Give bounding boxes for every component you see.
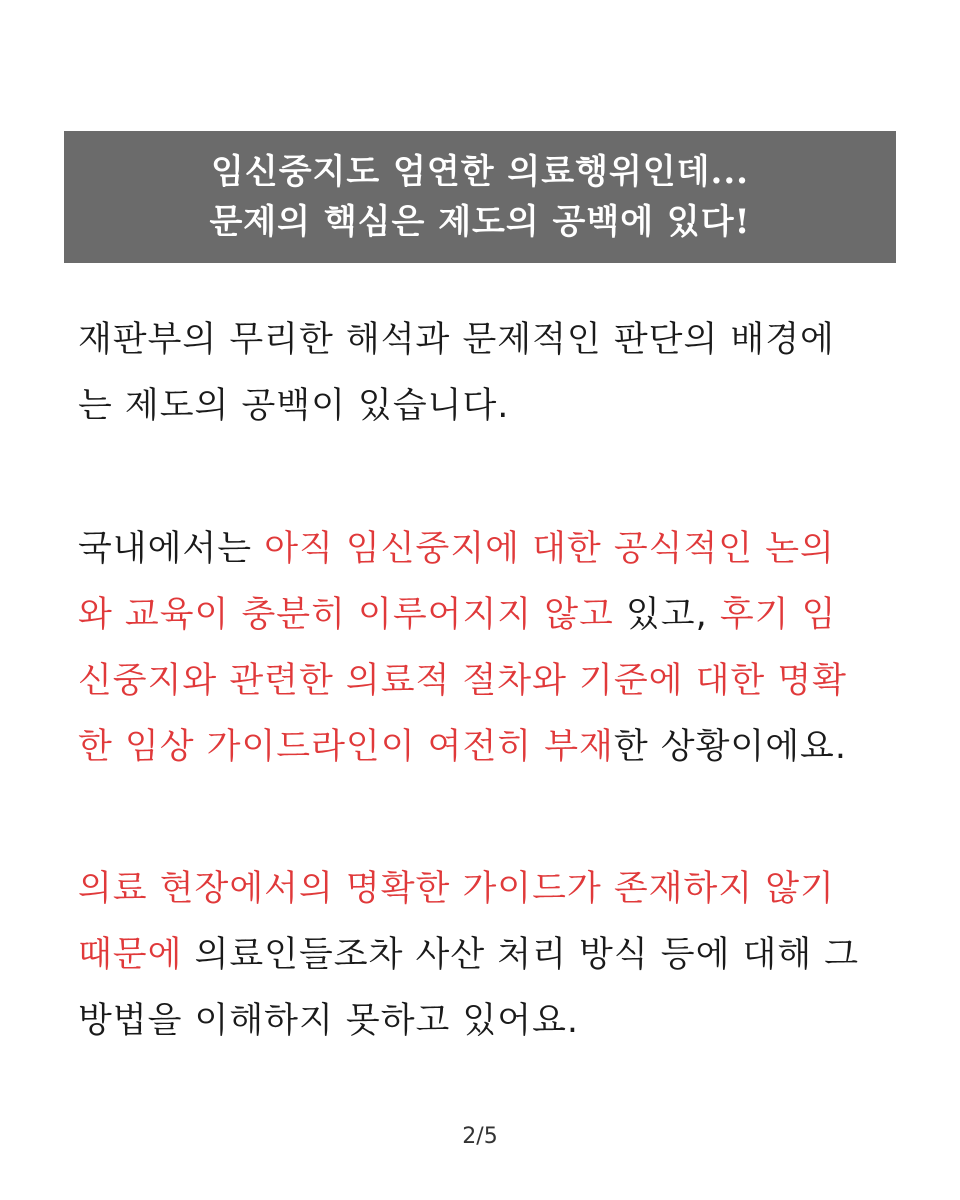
paragraph-3 [78, 856, 898, 1054]
title-line-2: 문제의 핵심은 제도의 공백에 있다! [209, 202, 751, 242]
highlighted-text: 후기 임 [719, 595, 837, 635]
paragraph-2-line-3: 신중지와 관련한 의료적 절차와 기준에 대한 명확 [78, 661, 847, 701]
paragraph-1-line-2: 는 제도의 공백이 있습니다. [78, 386, 510, 426]
plain-text: 있고, [613, 595, 720, 635]
paragraph-2-line-2 [78, 582, 898, 648]
page-indicator: 2/5 [462, 1124, 498, 1149]
paragraph-3-line-3: 방법을 이해하지 못하고 있어요. [78, 1001, 580, 1041]
title-line-1: 임신중지도 엄연한 의료행위인데... [211, 152, 749, 192]
paragraph-3-line-1: 의료 현장에서의 명확한 가이드가 존재하지 않기 [78, 869, 835, 909]
paragraph-1 [78, 307, 898, 439]
plain-text: 의료인들조차 사산 처리 방식 등에 대해 그 [182, 935, 860, 975]
highlighted-text: 한 임상 가이드라인이 여전히 부재 [78, 727, 614, 767]
paragraph-2-line-1 [78, 516, 898, 582]
highlighted-text: 와 교육이 충분히 이루어지지 않고 [78, 595, 614, 635]
paragraph-1-line-1: 재판부의 무리한 해석과 문제적인 판단의 배경에 [78, 320, 835, 360]
plain-text: 국내에서는 [78, 529, 265, 569]
paragraph-3-line-2 [78, 922, 898, 988]
paragraph-2-line-4 [78, 714, 898, 780]
paragraph-2 [78, 516, 898, 780]
title-banner [64, 131, 896, 263]
plain-text: 한 상황이에요. [613, 727, 847, 767]
highlighted-text: 때문에 [78, 935, 183, 975]
highlighted-text: 아직 임신중지에 대한 공식적인 논의 [264, 529, 835, 569]
